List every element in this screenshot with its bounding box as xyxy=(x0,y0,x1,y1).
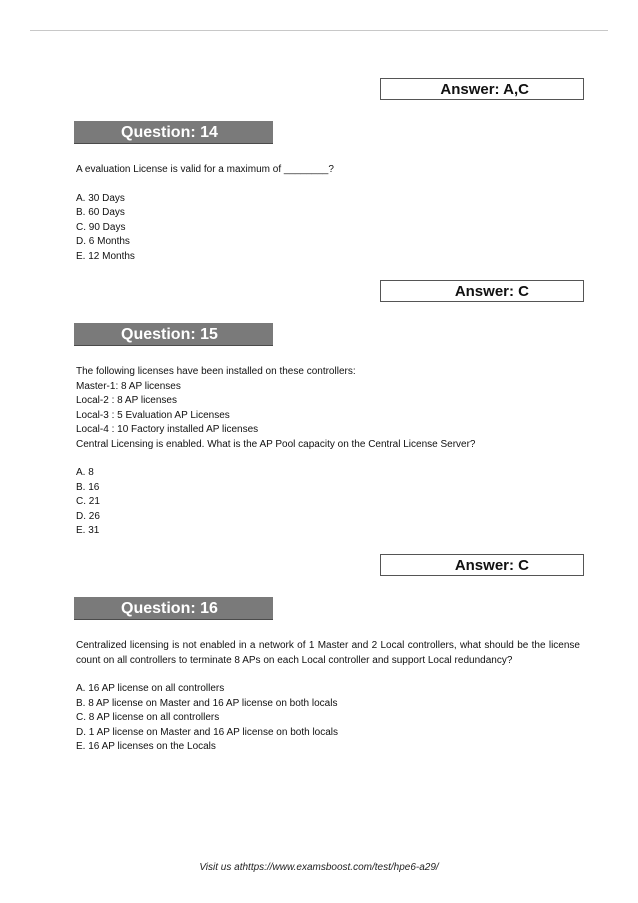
option: E. 12 Months xyxy=(76,250,135,262)
option: E. 31 xyxy=(76,525,100,536)
option: C. 8 AP license on all controllers xyxy=(76,712,220,723)
option: C. 90 Days xyxy=(76,221,126,233)
answer-box: Answer: A,C xyxy=(380,78,584,100)
question-stem-line: The following licenses have been installed on these controllers: xyxy=(76,366,356,377)
option: D. 1 AP license on Master and 16 AP license on both locals xyxy=(76,726,339,738)
question-stem: A evaluation License is valid for a maximum of ________? xyxy=(76,164,334,175)
option: B. 60 Days xyxy=(76,207,125,218)
question-stem-line: Local-3 : 5 Evaluation AP Licenses xyxy=(76,409,230,421)
question-stem-line: Local-2 : 8 AP licenses xyxy=(76,395,177,406)
question-stem-line: Local-4 : 10 Factory installed AP licenses xyxy=(76,424,259,435)
option: A. 16 AP license on all controllers xyxy=(76,683,225,694)
option: B. 16 xyxy=(76,481,100,493)
option: D. 26 xyxy=(76,510,100,522)
question-stem: Centralized licensing is not enabled in a network of 1 Master and 2 Local controllers, what should be the license count on all controllers to terminate 8 APs on each Local controller and support Local redundancy? xyxy=(76,640,580,666)
question-body xyxy=(76,365,580,539)
question-stem-line: Central Licensing is enabled. What is the AP Pool capacity on the Central License Server? xyxy=(76,438,476,450)
option: D. 6 Months xyxy=(76,236,130,247)
question-header: Question: 15 xyxy=(74,323,273,346)
top-divider xyxy=(30,30,608,31)
question-body xyxy=(76,639,580,755)
question-header: Question: 16 xyxy=(74,597,273,620)
question-header: Question: 14 xyxy=(74,121,273,144)
option: A. 8 xyxy=(76,467,94,478)
question-body xyxy=(76,163,580,264)
option: B. 8 AP license on Master and 16 AP license on both locals xyxy=(76,697,338,709)
footer-link[interactable]: Visit us athttps://www.examsboost.com/test/hpe6-a29/ xyxy=(199,862,439,873)
option: C. 21 xyxy=(76,496,100,507)
question-stem-line: Master-1: 8 AP licenses xyxy=(76,380,181,392)
option: E. 16 AP licenses on the Locals xyxy=(76,741,216,752)
answer-box: Answer: C xyxy=(380,280,584,302)
option: A. 30 Days xyxy=(76,192,125,204)
answer-box: Answer: C xyxy=(380,554,584,576)
